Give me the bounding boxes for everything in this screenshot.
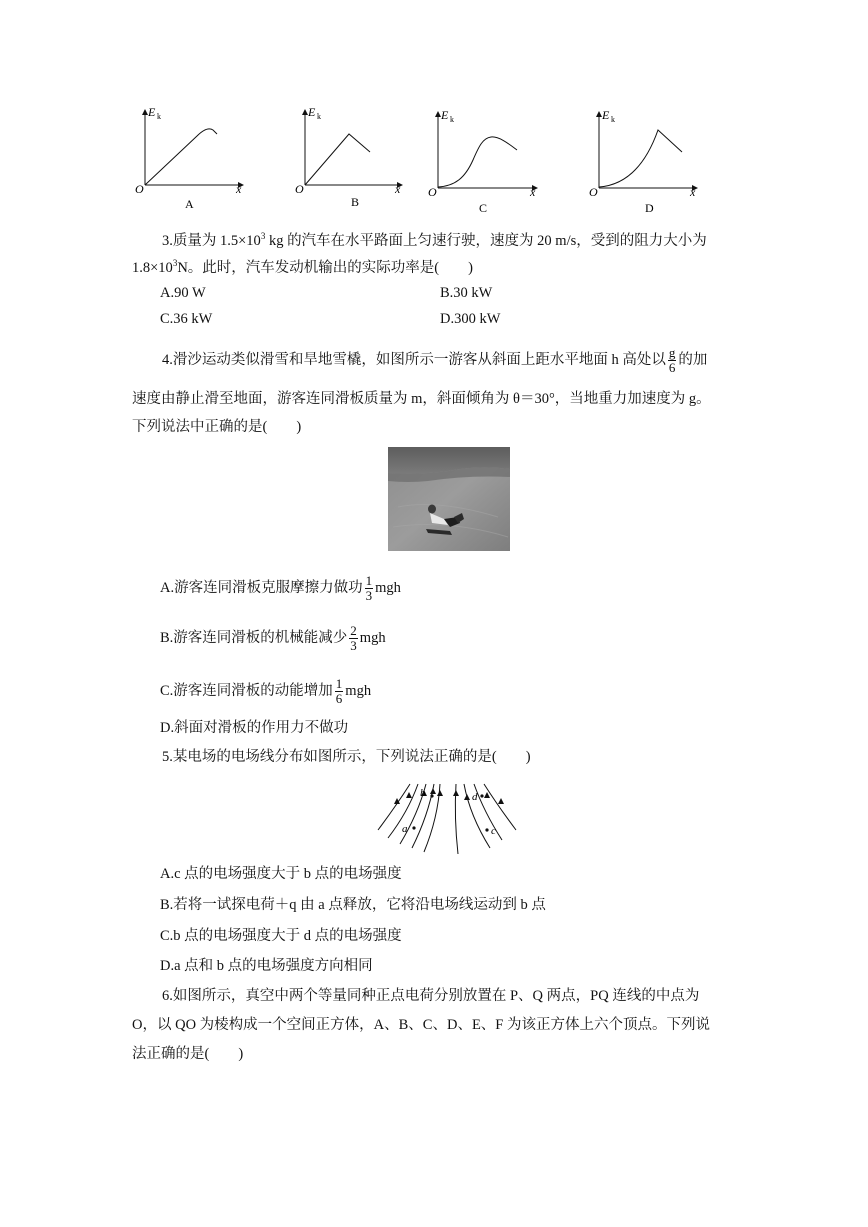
q5-option-b: B.若将一试探电荷＋q 由 a 点释放，它将沿电场线运动到 b 点 — [160, 897, 546, 913]
ek-x-graphs — [125, 100, 715, 218]
graph-d — [589, 108, 697, 215]
q4-stem-line1 — [162, 346, 707, 375]
q4-stem-line2: 速度由静止滑至地面，游客连同滑板质量为 m，斜面倾角为 θ＝30°，当地重力加速度为 g。 — [132, 391, 711, 407]
curve-a — [145, 129, 217, 185]
ylabel-d: E — [602, 108, 610, 122]
q4-option-a-text: A.游客连同滑板克服摩擦力做功 — [160, 579, 363, 596]
q5-option-a: A.c 点的电场强度大于 b 点的电场强度 — [160, 866, 402, 882]
q3-line2-text: 1.8×10 — [132, 259, 173, 276]
q4-option-b-fraction — [349, 624, 358, 653]
q4-option-c-den: 6 — [335, 691, 343, 706]
ysub-c: k — [450, 115, 454, 124]
xlabel-c: x — [530, 185, 536, 199]
origin-a: O — [135, 182, 144, 196]
point-a-label: a — [402, 823, 408, 835]
origin-d: O — [589, 185, 598, 199]
caption-c: C — [479, 201, 488, 215]
q4-option-b-unit: mgh — [359, 629, 386, 646]
q3-stem-line1 — [162, 226, 707, 251]
q4-option-a-den: 3 — [365, 588, 373, 603]
q4-option-a — [160, 574, 401, 603]
q6-stem-line3: 法正确的是( ) — [132, 1046, 244, 1062]
q6-stem-line1: 6.如图所示，真空中两个等量同种正点电荷分别放置在 P、Q 两点，PQ 连线的中点为 — [162, 988, 700, 1004]
q4-option-a-num: 1 — [365, 573, 373, 588]
xlabel-a: x — [236, 182, 242, 196]
q4-option-b-den: 3 — [350, 638, 357, 653]
q3-option-b: B.30 kW — [440, 285, 493, 301]
ysub-a: k — [157, 112, 161, 121]
q3-line1-sup: 3 — [260, 231, 266, 241]
caption-b: B — [351, 195, 360, 209]
origin-c: O — [428, 185, 437, 199]
q4-option-c-text: C.游客连同滑板的动能增加 — [160, 682, 333, 699]
ysub-d: k — [611, 115, 615, 124]
graph-a — [135, 105, 243, 211]
q5-option-c: C.b 点的电场强度大于 d 点的电场强度 — [160, 928, 402, 944]
q3-option-d: D.300 kW — [440, 311, 501, 327]
sand-sliding-photo — [388, 447, 510, 551]
q4-line1-rest: 的加 — [678, 351, 708, 368]
ylabel-c: E — [441, 108, 449, 122]
q6-stem-line2: O，以 QO 为棱构成一个空间正方体，A、B、C、D、E、F 为该正方体上六个顶点。下列说 — [132, 1017, 710, 1033]
ylabel-a: E — [148, 105, 156, 119]
q3-line1-text: 3.质量为 1.5×10 — [162, 232, 261, 249]
curve-b — [305, 134, 370, 185]
graph-b — [295, 105, 402, 209]
q4-option-c-num: 1 — [335, 676, 343, 691]
ylabel-b: E — [308, 105, 316, 119]
xlabel-d: x — [690, 185, 696, 199]
caption-d: D — [645, 201, 654, 215]
q3-line1-rest: kg 的汽车在水平路面上匀速行驶，速度为 20 m/s，受到的阻力大小为 — [265, 232, 707, 249]
q4-option-a-fraction — [365, 574, 374, 603]
q4-option-c-unit: mgh — [345, 682, 372, 699]
q4-frac-den: 6 — [668, 360, 676, 375]
q4-option-c — [160, 677, 371, 706]
q3-option-a: A.90 W — [160, 285, 206, 301]
point-d-label: d — [472, 791, 478, 803]
caption-a: A — [185, 197, 194, 211]
ysub-b: k — [317, 112, 321, 121]
q5-stem: 5.某电场的电场线分布如图所示，下列说法正确的是( ) — [162, 749, 531, 765]
q3-option-c: C.36 kW — [160, 311, 213, 327]
q4-line1-text: 4.滑沙运动类似滑雪和旱地雪橇，如图所示一游客从斜面上距水平地面 h 高处以 — [162, 351, 666, 368]
q3-stem-line2 — [132, 253, 473, 278]
electric-field-lines-diagram — [374, 778, 520, 856]
graph-c — [428, 108, 537, 215]
origin-b: O — [295, 182, 304, 196]
q4-option-b — [160, 624, 386, 653]
q4-stem-line3: 下列说法中正确的是( ) — [132, 419, 302, 435]
q5-option-d: D.a 点和 b 点的电场强度方向相同 — [160, 958, 373, 974]
xlabel-b: x — [395, 182, 401, 196]
q4-option-b-text: B.游客连同滑板的机械能减少 — [160, 629, 348, 646]
q4-accel-fraction — [668, 346, 677, 375]
point-c-label: c — [491, 825, 496, 837]
q4-option-d: D.斜面对滑板的作用力不做功 — [160, 720, 349, 736]
point-b-label: b — [420, 787, 426, 799]
q3-line2-rest: N。此时，汽车发动机输出的实际功率是( ) — [177, 259, 473, 276]
q4-option-b-num: 2 — [350, 623, 357, 638]
curve-d — [599, 130, 682, 187]
curve-c — [438, 137, 517, 187]
q3-line2-sup: 3 — [172, 258, 178, 268]
q4-option-c-fraction — [335, 677, 344, 706]
q4-frac-num: g — [668, 345, 676, 360]
q4-option-a-unit: mgh — [375, 579, 401, 596]
